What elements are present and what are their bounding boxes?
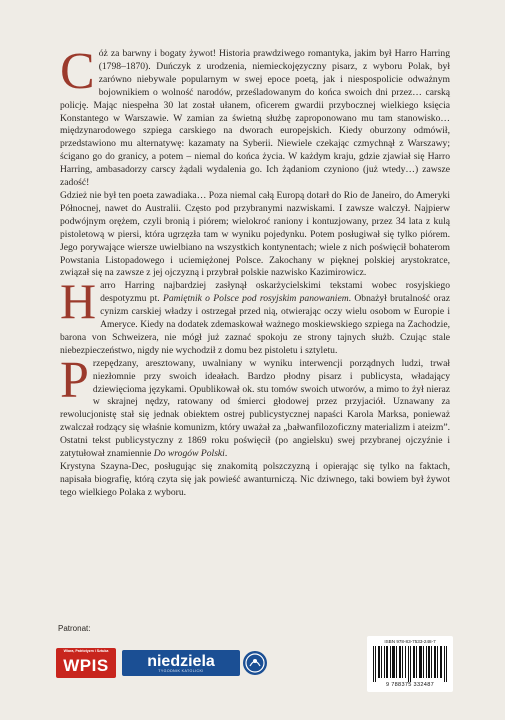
- niedziela-wordmark: niedziela: [147, 653, 215, 670]
- paragraph-3-text-a: arro Harring najbardziej zasłynął oskarżycielskimi tekstami wobec rosyjskiego despotyzmu pt.: [100, 280, 450, 305]
- paragraph-4-text-b: .: [224, 448, 228, 460]
- barcode: [367, 636, 453, 692]
- niedziela-logo: [122, 650, 272, 678]
- niedziela-emblem-icon: [243, 651, 267, 675]
- paragraph-5: Krystyna Szayna-Dec, posługując się znakomitą polszczyzną i opierając się tylko na faktach, napisała biografię, którą czyta się jak powieść awanturniczą. Nic dziwnego, taki bowiem był żywot tego wielkiego Polaka z wyboru.: [60, 461, 450, 498]
- wpis-wordmark: WPIS: [63, 656, 109, 675]
- wpis-tagline: Wiara, Patriotyzm i Sztuka: [63, 649, 109, 653]
- paragraph-1-text: óż za barwny i bogaty żywot! Historia prawdziwego romantyka, jakim był Harro Harring (1798–1870). Duńczyk z urodzenia, niemieckojęzyczny pisarz, z wyboru Polak, był zarówno niebywale popularnym w swej epoce poetą, jak i niespospolicie odważnym bojownikiem o wolność narodów, prześladowanym do końca swoich dni przez… carską policję. Mając niespełna 30 lat został ułanem, oficerem gwardii przybocznej wielkiego księcia Konstantego w Warszawie. W zamian za świetną służbę zaproponowano mu tam stanowisko… międzynarodowego szpiega carskiego na dworach europejskich. Kiedy oburzony odmówił, przedstawiono mu alternatywę: kazamaty na Syberii. Niewiele czekając czmychnął z Warszawy; ścigano go do granicy, a potem – niemal do końca życia. W każdym kraju, gdzie zjawiał się Harro Harring, ambasadorzy carscy żądali wydalenia go. Ich żądaniom czyniono (już wtedy…) zawsze zadość!: [60, 48, 450, 189]
- paragraph-2: Gdzież nie był ten poeta zawadiaka… Poza niemal całą Europą dotarł do Rio de Janeiro, do Ameryki Północnej, nawet do Australii. Często pod przybranymi nazwiskami. I zawsze walczył. Najpierw podwójnym orężem, czyli bronią i piórem; wielokroć raniony i kontuzjowany, przez 34 lata z kulą pistoletową w piersi, która ugrzęzła tam w wyniku pojedynku. Potem posługiwał się tylko piórem. Jego porywające wiersze uwielbiano na wszystkich kontynentach; wiele z nich poświęcił bohaterom Powstania Listopadowego i uciemiężonej Polsce. Zakochany w pięknej polskiej arystokratce, związał się na zawsze z jej ojczyzną i przybrał polskie nazwisko Kazimirowicz.: [60, 189, 450, 279]
- paragraph-3-text-b: . Obnażył brutalność oraz cynizm carskiej władzy i ostrzegał przed nią, otwierając oczy wielu osobom w Europie i Ameryce. Kiedy na dodatek zdemaskował ważnego moskiewskiego szpiega na Zachodzie, barona von Schweizera, nie mógł już zaznać spokoju ze strony tajnych służb. Czując stale niebezpieczeństwo, nigdy nie wychodził z domu bez pistoletu i sztyletu.: [60, 293, 450, 356]
- wpis-logo: [56, 648, 116, 678]
- paragraph-4: [60, 351, 450, 461]
- paragraph-1: [60, 43, 450, 190]
- dropcap-p: P: [60, 351, 89, 409]
- isbn-text: ISBN 978-83-7533-248-7: [384, 639, 436, 644]
- patronat-label: Patronat:: [58, 624, 91, 633]
- emblem-graphic-icon: [243, 651, 267, 675]
- dropcap-c: C: [60, 43, 95, 100]
- book-title-do-wrogow: Do wrogów Polski: [153, 448, 225, 460]
- dropcap-h: H: [60, 273, 97, 330]
- paragraph-4-text-a: rzepędzany, aresztowany, uwalniany w wyniku interwencji porządnych ludzi, trwał niezłomnie przy swoich ideałach. Bardzo płodny pisarz i publicysta, władający dziewięcioma językami. Opublikował ok. stu tomów swoich utworów, a mimo to żył nieraz w skrajnej nędzy, ratowany od śmierci głodowej przez przyjaciół. Uznawany za rewolucjonistę stał się jednak obiektem ostrej publicystycznej napaści Karola Marksa, ponieważ zwalczał rodzący się właśnie komunizm, który uważał za „bałwanfilozoficzny materializm i ateizm”. Ostatni tekst publicystyczny z 1869 roku poświęcił (po angielsku) swej przybranej ojczyźnie i zatytułował znamiennie: [60, 357, 450, 460]
- blurb-text: [60, 43, 450, 500]
- niedziela-subtitle: TYGODNIK KATOLICKI: [158, 669, 204, 673]
- paragraph-3: [60, 273, 450, 357]
- book-title-pamietnik: Pamiętnik o Polsce pod rosyjskim panowaniem: [162, 293, 349, 305]
- barcode-digits: 9 788375 332487: [385, 682, 435, 688]
- barcode-bars-icon: [373, 646, 447, 682]
